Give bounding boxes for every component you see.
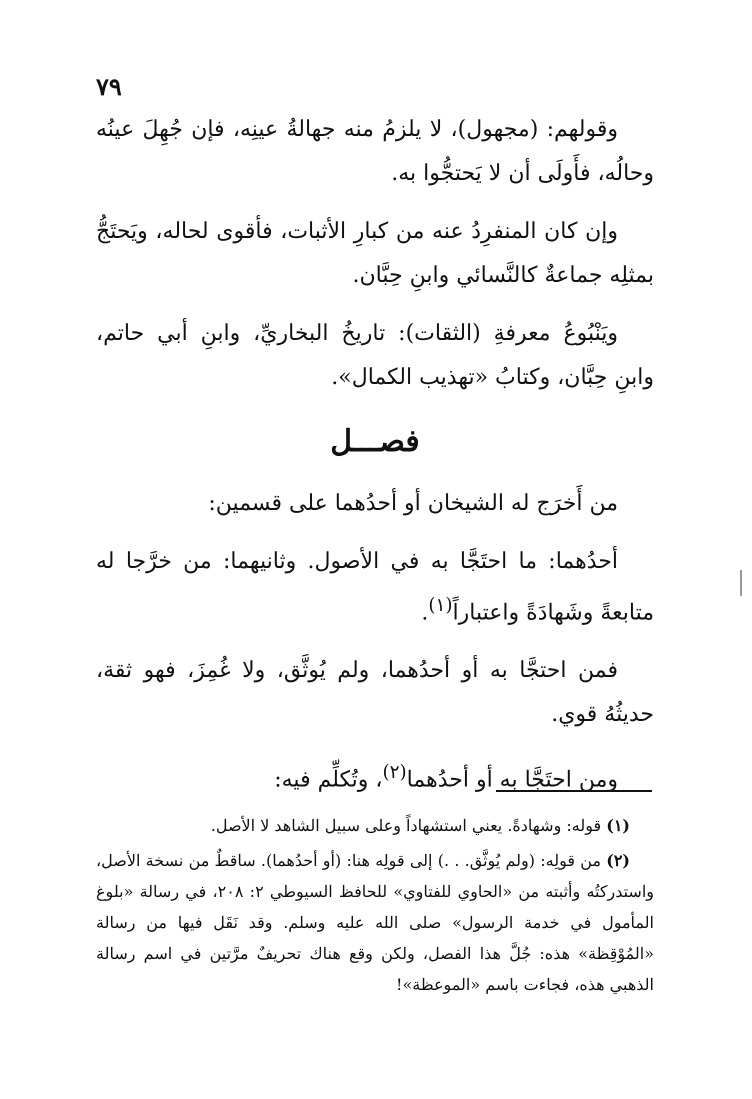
paragraph-majhul: وقولهم: (مجهول)، لا يلزمُ منه جهالةُ عينِه، فإن جُهِلَ عينُه وحالُه، فأَولَى أن لا يَحتجُّوا به.	[96, 117, 654, 186]
footnote-2-text: من قولِه: (ولم يُوثَّق. . .) إلى قولِه هنا: (أو أحدُهما). ساقطٌ من نسخة الأصل، واستدركتُه وأثبته من «الحاوي للفتاوي» للحافظ السيوطي ٢: ٢٠٨، في رسالة «بلوغ المأمول في خدمة الرسول» صلى الله عليه وسلم. وقد نَقَل فيها من رسالة «المُوْقِظة» هذه: جُلَّ هذا الفصل، ولكن وقع هناك تحريفٌ مرَّتين في اسم رسالة الذهبي هذه، فجاءت باسم «الموعظة»!	[96, 851, 655, 994]
footnote-2	[96, 845, 654, 1000]
footnotes	[96, 810, 654, 1004]
paragraph-takullima	[96, 751, 654, 802]
footnote-1-marker: (١)	[606, 816, 630, 835]
paragraph-thiqat-sources: ويَنْبُوعُ معرفةِ (الثقات): تاريخُ البخاريِّ، وابنِ أبي حاتم، وابنِ حِبَّان، وكتابُ «تهذيب الكمال».	[96, 321, 654, 390]
margin-mark	[740, 570, 742, 596]
paragraph-takullima-end: ، وتُكلِّم فيه:	[274, 767, 383, 793]
paragraph-two-divisions: من أَخرَج له الشيخان أو أحدُهما على قسمين:	[208, 491, 618, 516]
footnote-1	[96, 810, 654, 841]
section-heading: فصـــل	[330, 424, 420, 459]
footnote-ref-1: (١)	[428, 595, 453, 616]
page-number: ٧٩	[96, 72, 122, 101]
paragraph-first-second-end: .	[421, 600, 429, 626]
paragraph-thiqa: فمن احتجَّا به أو أحدُهما، ولم يُوثَّق، ولا غُمِزَ، فهو ثقة، حديثُهُ قوي.	[96, 658, 654, 728]
paragraph-first-second-text: أحدُهما: ما احتَجَّا به في الأصول. وثانيهما: من خرَّجا له متابعةً وشَهادَةً واعتباراً	[96, 549, 654, 626]
paragraph-first-second	[96, 540, 654, 635]
footnote-2-marker: (٢)	[606, 851, 630, 870]
footnote-ref-2: (٢)	[382, 762, 407, 784]
paragraph-munfarid: وإن كان المنفرِدُ عنه من كبارِ الأثبات، فأقوى لحاله، ويَحتَجُّ بمثلِه جماعةٌ كالنَّسائي وابنِ حِبَّان.	[96, 219, 654, 288]
paragraph-takullima-text: ومن احتَجَّا به أو أحدُهما	[406, 767, 618, 793]
footnote-separator	[496, 790, 652, 792]
footnote-1-text: قوله: وشهادةً. يعني استشهاداً وعلى سبيل الشاهد لا الأصل.	[210, 816, 602, 835]
main-text	[96, 108, 654, 817]
